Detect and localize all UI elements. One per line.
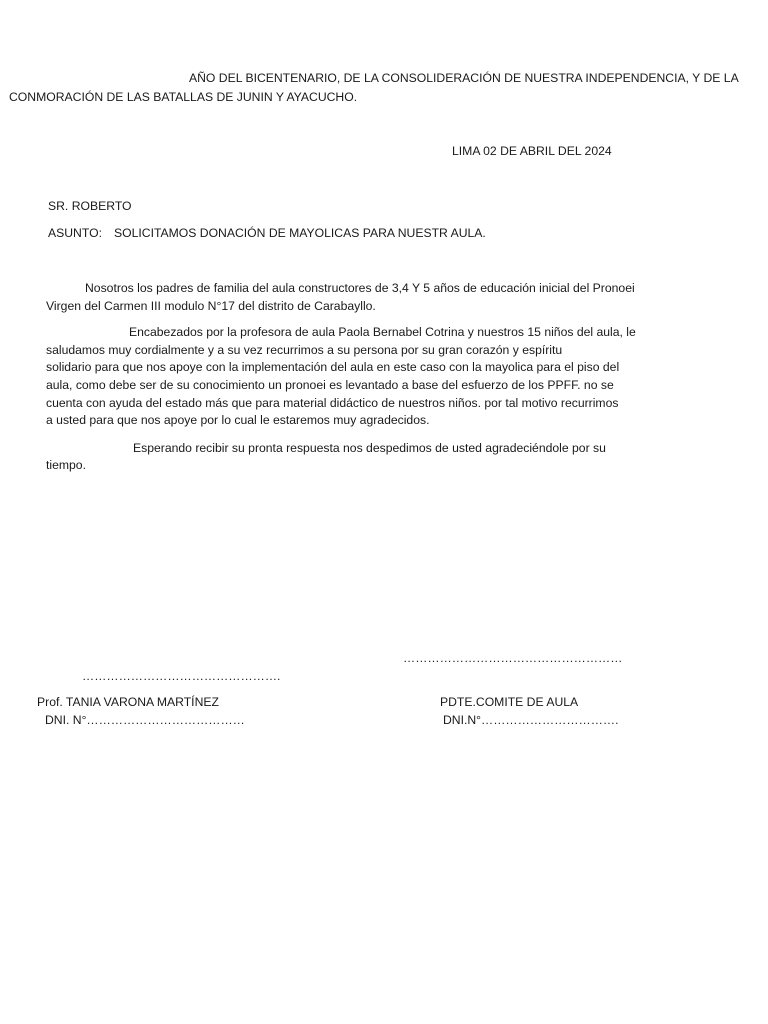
paragraph-3-line-2: tiempo.: [46, 458, 86, 472]
paragraph-2-line-1: Encabezados por la profesora de aula Paola Bernabel Cotrina y nuestros 15 niños del aula, le: [129, 325, 636, 339]
paragraph-2-line-5: cuenta con ayuda del estado más que para material didáctico de nuestros niños. por tal motivo recurrimos: [46, 396, 619, 410]
left-signer-dni: DNI. N°…………………………………: [45, 713, 245, 727]
left-signer-name: Prof. TANIA VARONA MARTÍNEZ: [37, 695, 219, 709]
paragraph-1-line-2: Virgen del Carmen III modulo N°17 del distrito de Carabayllo.: [46, 299, 376, 313]
right-signer-title: PDTE.COMITE DE AULA: [440, 695, 579, 709]
right-signature-line: ………………………………………………: [403, 651, 623, 665]
subject-text: SOLICITAMOS DONACIÓN DE MAYOLICAS PARA NUESTR AULA.: [114, 226, 486, 240]
header-line-1: AÑO DEL BICENTENARIO, DE LA CONSOLIDERACIÓN DE NUESTRA INDEPENDENCIA, Y DE LA: [189, 71, 739, 85]
paragraph-1-line-1: Nosotros los padres de familia del aula constructores de 3,4 Y 5 años de educación inicial del Pronoei: [85, 281, 635, 295]
letter-date: LIMA 02 DE ABRIL DEL 2024: [452, 144, 612, 158]
left-signature-line: ………………………………………….: [82, 669, 281, 683]
right-signer-dni: DNI.N°…………………………….: [443, 713, 619, 727]
subject-label: ASUNTO:: [48, 226, 102, 240]
paragraph-2-line-3: solidario para que nos apoye con la implementación del aula en este caso con la mayolica para el piso del: [46, 360, 620, 374]
header-line-2: CONMORACIÓN DE LAS BATALLAS DE JUNIN Y AYACUCHO.: [9, 90, 358, 104]
paragraph-2-line-4: aula, como debe ser de su conocimiento un pronoei es levantado a base del esfuerzo de los PPFF. no se: [46, 378, 614, 392]
paragraph-2-line-2: saludamos muy cordialmente y a su vez recurrimos a su persona por su gran corazón y espíritu: [46, 343, 563, 357]
recipient: SR. ROBERTO: [48, 199, 132, 213]
paragraph-3-line-1: Esperando recibir su pronta respuesta nos despedimos de usted agradeciéndole por su: [133, 441, 606, 455]
paragraph-2-line-6: a usted para que nos apoye por lo cual le estaremos muy agradecidos.: [46, 413, 430, 427]
